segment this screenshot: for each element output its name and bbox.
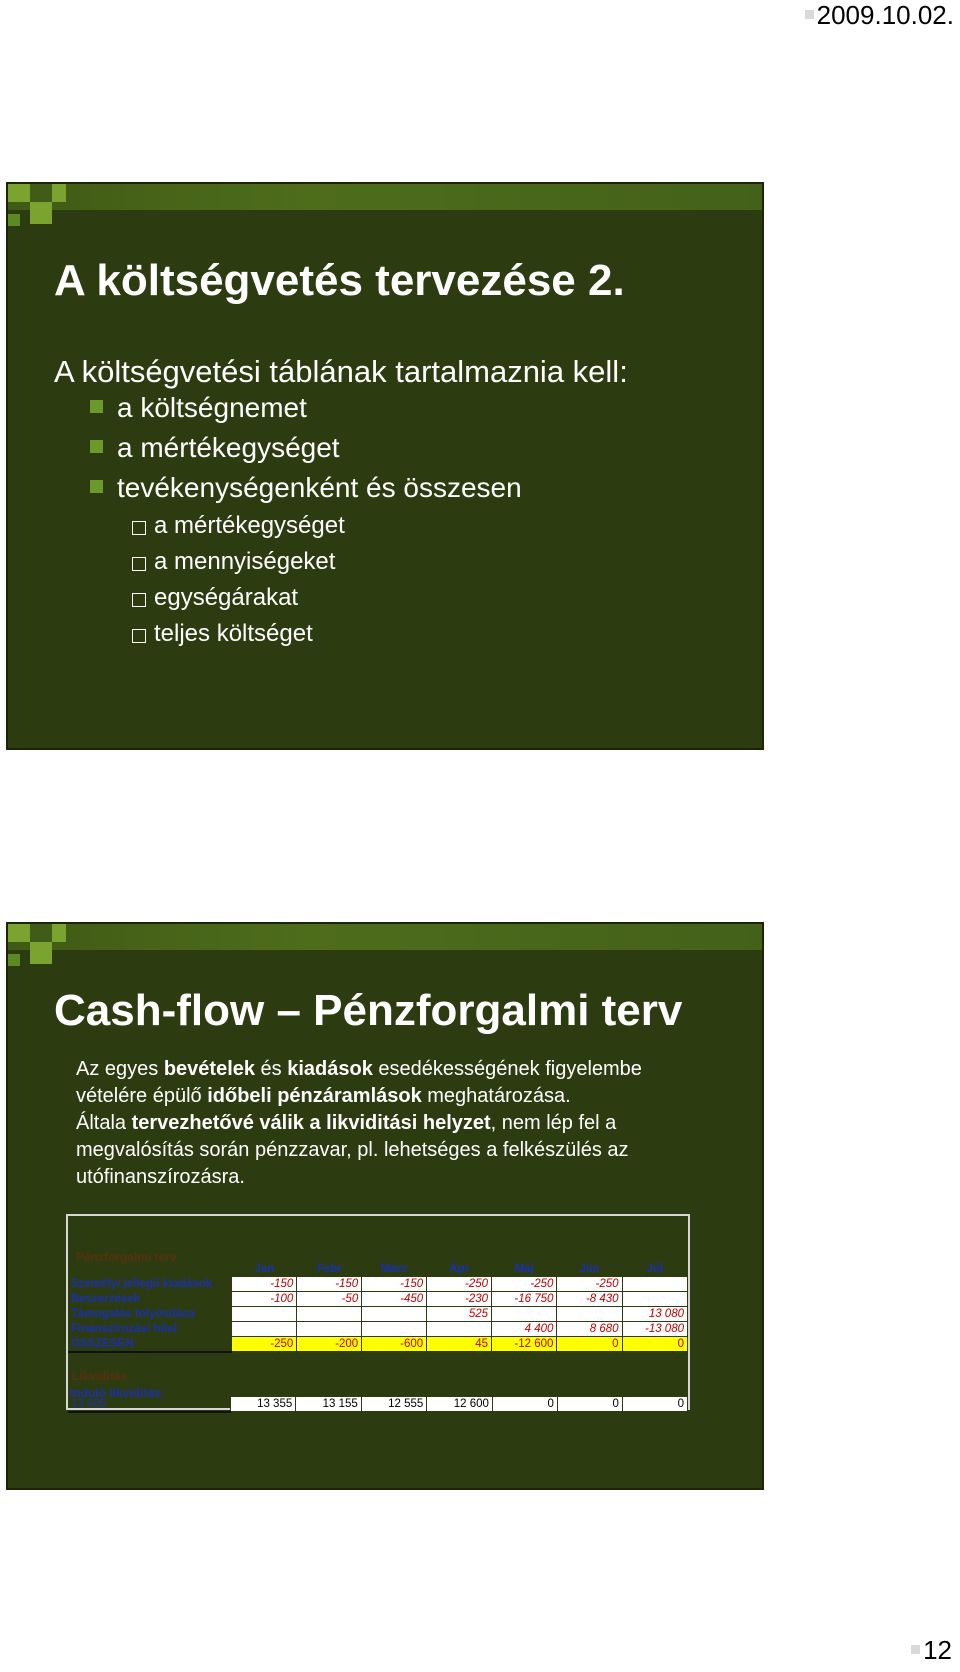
column-header: Márc <box>380 1263 408 1275</box>
table-cell <box>362 1322 427 1337</box>
table-total-row <box>68 1337 688 1352</box>
table-cell: -12 600 <box>492 1337 557 1352</box>
hollow-square-bullet-icon <box>132 521 146 535</box>
table-cell: 12 600 <box>427 1397 493 1412</box>
page-number: 12 <box>911 1635 952 1666</box>
square-bullet-icon <box>911 1645 920 1654</box>
table-cell: 12 555 <box>361 1397 427 1412</box>
table-cell: -200 <box>297 1337 362 1352</box>
row-label: Támogatás folyósítása <box>71 1308 195 1320</box>
table-cell: -250 <box>557 1277 622 1292</box>
checker-decoration-icon <box>8 184 78 228</box>
table-cell: -600 <box>362 1337 427 1352</box>
bullet-item: tevékenységenként és összesen <box>90 472 522 504</box>
table-cell <box>297 1322 362 1337</box>
square-bullet-icon <box>90 480 103 493</box>
checker-decoration-icon <box>8 924 78 968</box>
sub-bullet-item: a mennyiségeket <box>132 548 335 576</box>
liquidity-grid <box>68 1396 688 1413</box>
table-cell: -8 430 <box>557 1292 622 1307</box>
row-label: Beszerzések <box>71 1293 141 1305</box>
table-cell <box>492 1307 557 1322</box>
starting-liquidity-value: 13 605 <box>68 1397 230 1412</box>
table-cell: 525 <box>427 1307 492 1322</box>
table-cell: 0 <box>557 1337 622 1352</box>
table-cell: -230 <box>427 1292 492 1307</box>
column-header: Ápr <box>449 1263 469 1275</box>
table-row <box>68 1277 688 1292</box>
table-cell: -150 <box>297 1277 362 1292</box>
table-cell: -13 080 <box>622 1322 687 1337</box>
starting-liquidity-label: Induló likviditás: <box>70 1386 165 1400</box>
table-row <box>68 1307 688 1322</box>
table-cell: 8 680 <box>557 1322 622 1337</box>
table-title: Pénzforgalmi terv <box>76 1250 177 1264</box>
square-bullet-icon <box>90 440 103 453</box>
slide-top-bar <box>8 924 762 950</box>
table-cell: -50 <box>297 1292 362 1307</box>
row-label: ÖSSZESEN <box>68 1337 232 1352</box>
table-cell: -250 <box>492 1277 557 1292</box>
bullet-item: a költségnemet <box>90 392 307 424</box>
table-cell <box>232 1307 297 1322</box>
table-cell: 45 <box>427 1337 492 1352</box>
table-cell: 13 155 <box>296 1397 362 1412</box>
slide-lead-text: A költségvetési táblának tartalmaznia kell: <box>54 354 628 389</box>
table-cell <box>297 1307 362 1322</box>
table-cell: 13 355 <box>230 1397 296 1412</box>
table-cell: 0 <box>622 1397 687 1412</box>
column-header: Jan <box>254 1263 275 1275</box>
table-cell: -250 <box>427 1277 492 1292</box>
slide-cash-flow <box>6 922 764 1490</box>
sub-bullet-item: egységárakat <box>132 584 298 612</box>
header-date: 2009.10.02. <box>805 0 954 31</box>
hollow-square-bullet-icon <box>132 593 146 607</box>
column-header: Jún <box>579 1263 600 1275</box>
sub-bullet-item: a mértékegységet <box>132 512 345 540</box>
column-header: Febr <box>316 1263 342 1275</box>
table-cell: 13 080 <box>622 1307 687 1322</box>
liquidity-title: Likviditás <box>72 1369 128 1383</box>
table-cell <box>427 1322 492 1337</box>
sub-bullet-item: teljes költséget <box>132 620 313 648</box>
column-header: Júl <box>646 1263 664 1275</box>
table-cell: 0 <box>492 1397 557 1412</box>
table-cell <box>622 1277 687 1292</box>
slide-title: Cash-flow – Pénzforgalmi terv <box>54 986 683 1035</box>
hollow-square-bullet-icon <box>132 557 146 571</box>
square-bullet-icon <box>805 10 814 19</box>
column-header: Máj <box>514 1263 534 1275</box>
slide-budget-planning <box>6 182 764 750</box>
cash-flow-table <box>66 1214 690 1410</box>
table-cell: -450 <box>362 1292 427 1307</box>
row-label: Személyi jellegű kiadások <box>71 1278 213 1290</box>
table-cell: 0 <box>622 1337 687 1352</box>
table-cell <box>362 1307 427 1322</box>
table-cell <box>557 1307 622 1322</box>
table-cell <box>232 1322 297 1337</box>
table-cell: -100 <box>232 1292 297 1307</box>
slide-title: A költségvetés tervezése 2. <box>54 256 625 305</box>
table-cell: -16 750 <box>492 1292 557 1307</box>
table-header-row <box>68 1262 688 1277</box>
table-cell: -150 <box>362 1277 427 1292</box>
table-cell: -250 <box>232 1337 297 1352</box>
row-label: Finanszírozási hitel <box>71 1323 178 1335</box>
bullet-item: a mértékegységet <box>90 432 340 464</box>
table-row <box>68 1397 688 1412</box>
paragraph-liquidity: Általa tervezhetővé válik a likviditási helyzet, nem lép fel a megvalósítás során pénzzavar, pl. lehetséges a felkészülés az utófinanszírozásra. <box>76 1112 629 1188</box>
hollow-square-bullet-icon <box>132 629 146 643</box>
table-row <box>68 1292 688 1307</box>
table-cell <box>622 1292 687 1307</box>
table-cell: -150 <box>232 1277 297 1292</box>
table-cell: 4 400 <box>492 1322 557 1337</box>
table-row <box>68 1322 688 1337</box>
paragraph-definition: Az egyes bevételek és kiadások esedékességének figyelembe vételére épülő időbeli pénzáramlások meghatározása. <box>76 1058 642 1107</box>
table-cell: 0 <box>557 1397 622 1412</box>
cash-flow-grid <box>68 1262 688 1353</box>
square-bullet-icon <box>90 400 103 413</box>
slide-top-bar <box>8 184 762 210</box>
